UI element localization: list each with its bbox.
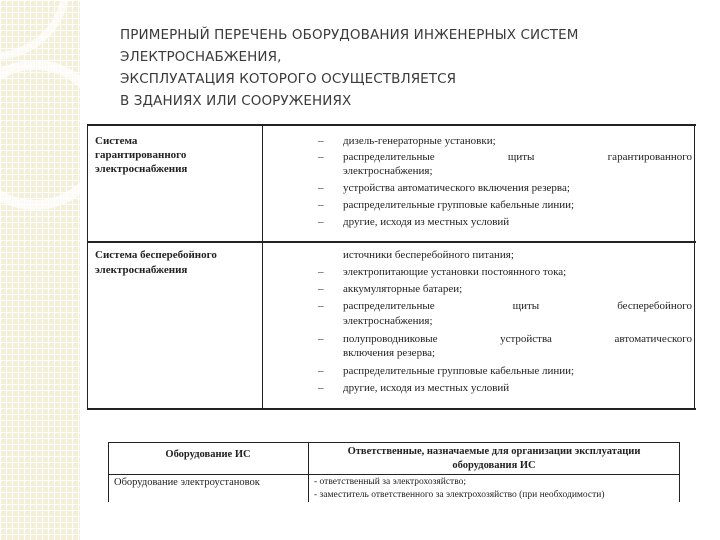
equipment-item: источники бесперебойного питания; — [343, 249, 514, 261]
equipment-cell: Оборудование электроустановок — [114, 477, 260, 488]
list-dash: – — [318, 333, 324, 345]
responsibility-table — [108, 442, 680, 502]
title-line: ПРИМЕРНЫЙ ПЕРЕЧЕНЬ ОБОРУДОВАНИЯ ИНЖЕНЕРНЫХ СИСТЕМ — [120, 27, 579, 43]
equipment-item-word: щиты — [507, 151, 535, 163]
table-row-divider — [87, 241, 696, 243]
system-name: Система бесперебойного — [95, 249, 217, 261]
list-dash: – — [318, 365, 324, 377]
equipment-item-continuation: электроснабжения; — [343, 165, 433, 177]
equipment-item: распределительные групповые кабельные линии; — [343, 365, 575, 377]
equipment-item: аккумуляторные батареи; — [343, 283, 463, 295]
equipment-item: другие, исходя из местных условий — [343, 216, 510, 228]
list-dash: – — [318, 135, 324, 147]
responsible-cell: - ответственный за электрохозяйство; — [314, 477, 467, 487]
equipment-item-word: гарантированного — [607, 151, 692, 163]
equipment-item: устройства автоматического включения резерва; — [343, 182, 570, 194]
list-dash: – — [318, 283, 324, 295]
list-dash: – — [318, 151, 324, 163]
list-dash: – — [318, 300, 324, 312]
equipment-item-word: распределительные — [343, 300, 435, 312]
column-header: Оборудование ИС — [165, 449, 251, 460]
equipment-item: дизель-генераторные установки; — [343, 135, 496, 147]
list-dash: – — [318, 382, 324, 394]
table-border-right — [679, 442, 680, 502]
system-name: электроснабжения — [95, 163, 188, 175]
equipment-item — [343, 299, 692, 314]
title-line: В ЗДАНИЯХ ИЛИ СООРУЖЕНИЯХ — [120, 93, 352, 109]
equipment-item-word: автоматического — [614, 333, 692, 345]
equipment-item-word: полупроводниковые — [343, 333, 438, 345]
table-border-bottom — [87, 408, 696, 410]
equipment-item — [343, 150, 692, 165]
column-header: оборудования ИС — [452, 460, 536, 471]
system-name: гарантированного — [95, 149, 187, 161]
equipment-table — [87, 124, 696, 410]
equipment-item: другие, исходя из местных условий — [343, 382, 510, 394]
equipment-item-word: устройства — [500, 333, 552, 345]
table-column-divider — [262, 124, 263, 410]
responsible-cell: - заместитель ответственного за электрохозяйство (при необходимости) — [314, 490, 605, 500]
equipment-item-continuation: электроснабжения; — [343, 315, 433, 327]
table-border-top — [108, 442, 680, 443]
table-border-right — [694, 124, 695, 410]
equipment-item-word: бесперебойного — [617, 300, 692, 312]
table-border-top — [87, 124, 696, 126]
equipment-item-continuation: включения резерва; — [343, 347, 436, 359]
list-dash: – — [318, 266, 324, 278]
equipment-item-word: щиты — [512, 300, 540, 312]
decorative-circle — [0, 0, 70, 60]
list-dash: – — [318, 199, 324, 211]
slide-title — [120, 24, 700, 112]
equipment-item: электропитающие установки постоянного тока; — [343, 266, 567, 278]
equipment-item — [343, 332, 692, 347]
column-header: Ответственные, назначаемые для организации эксплуатации — [347, 446, 641, 457]
decorative-side-strip — [0, 0, 80, 540]
system-name: Система — [95, 135, 138, 147]
list-dash: – — [318, 216, 324, 228]
equipment-item: распределительные групповые кабельные линии; — [343, 199, 575, 211]
title-line: ЭКСПЛУАТАЦИЯ КОТОРОГО ОСУЩЕСТВЛЯЕТСЯ — [120, 71, 457, 87]
equipment-item-word: распределительные — [343, 151, 435, 163]
system-name: электроснабжения — [95, 264, 188, 276]
list-dash: – — [318, 182, 324, 194]
title-line: ЭЛЕКТРОСНАБЖЕНИЯ, — [120, 49, 282, 65]
table-border-left — [87, 124, 88, 410]
